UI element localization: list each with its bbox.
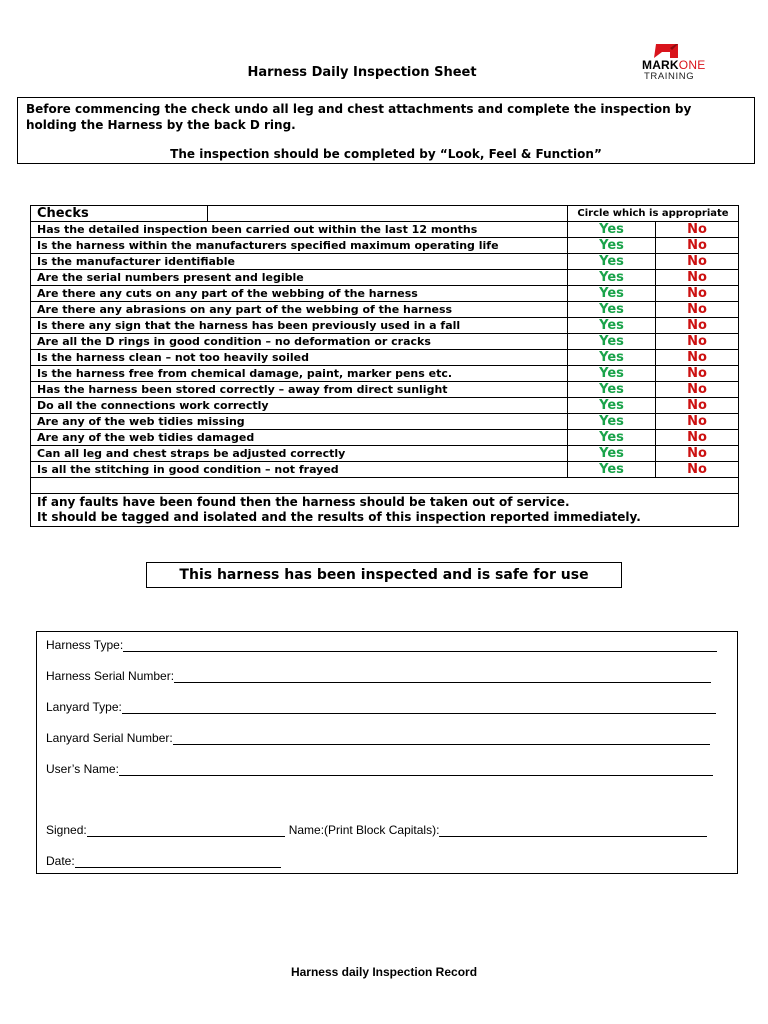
yes-option[interactable]: Yes — [568, 446, 656, 462]
yes-option[interactable]: Yes — [568, 334, 656, 350]
logo-wordmark — [642, 58, 705, 72]
intro-instruction: Before commencing the check undo all leg and chest attachments and complete the inspection by holding the Harness by the back D ring. — [26, 102, 692, 132]
harness-type-field[interactable] — [46, 638, 717, 652]
harness-serial-label: Harness Serial Number: — [46, 669, 175, 683]
check-question: Can all leg and chest straps be adjusted correctly — [31, 446, 568, 462]
logo-word-mark: MARK — [642, 58, 679, 72]
print-name-label: Name:(Print Block Capitals): — [288, 823, 440, 837]
no-option[interactable]: No — [656, 334, 739, 350]
checks-header-row — [31, 206, 739, 222]
spacer-row — [31, 478, 739, 494]
yes-option[interactable]: Yes — [568, 462, 656, 478]
fault-notice-row — [31, 494, 739, 527]
check-row — [31, 302, 739, 318]
circle-instruction: Circle which is appropriate — [568, 206, 739, 222]
print-name-line[interactable] — [439, 825, 707, 837]
check-question: Are there any cuts on any part of the webbing of the harness — [31, 286, 568, 302]
yes-option[interactable]: Yes — [568, 366, 656, 382]
date-field[interactable] — [46, 854, 281, 868]
intro-note: The inspection should be completed by “Look, Feel & Function” — [170, 147, 602, 161]
check-question: Has the detailed inspection been carried out within the last 12 months — [31, 222, 568, 238]
checks-header-label: Checks — [31, 206, 208, 222]
check-row — [31, 286, 739, 302]
check-row — [31, 254, 739, 270]
check-question: Are any of the web tidies missing — [31, 414, 568, 430]
yes-option[interactable]: Yes — [568, 382, 656, 398]
yes-option[interactable]: Yes — [568, 430, 656, 446]
check-question: Are there any abrasions on any part of the webbing of the harness — [31, 302, 568, 318]
check-row — [31, 462, 739, 478]
check-question: Is the harness free from chemical damage, paint, marker pens etc. — [31, 366, 568, 382]
lanyard-type-label: Lanyard Type: — [46, 700, 122, 714]
check-question: Are the serial numbers present and legible — [31, 270, 568, 286]
footer-caption: Harness daily Inspection Record — [290, 965, 478, 979]
yes-option[interactable]: Yes — [568, 238, 656, 254]
logo-word-one: ONE — [678, 58, 706, 72]
no-option[interactable]: No — [656, 318, 739, 334]
harness-serial-line[interactable] — [174, 671, 711, 683]
check-row — [31, 238, 739, 254]
no-option[interactable]: No — [656, 398, 739, 414]
lanyard-serial-field[interactable] — [46, 731, 710, 745]
fault-notice-line-2: It should be tagged and isolated and the results of this inspection reported immediately. — [37, 510, 641, 524]
check-row — [31, 382, 739, 398]
users-name-label: User’s Name: — [46, 762, 119, 776]
yes-option[interactable]: Yes — [568, 270, 656, 286]
users-name-line[interactable] — [119, 764, 713, 776]
check-row — [31, 222, 739, 238]
safe-for-use-statement: This harness has been inspected and is safe for use — [146, 562, 622, 588]
check-question: Are any of the web tidies damaged — [31, 430, 568, 446]
no-option[interactable]: No — [656, 366, 739, 382]
company-logo — [642, 42, 738, 82]
check-question: Is the harness clean – not too heavily soiled — [31, 350, 568, 366]
check-question: Is the manufacturer identifiable — [31, 254, 568, 270]
harness-type-line[interactable] — [123, 640, 717, 652]
page-title: Harness Daily Inspection Sheet — [247, 65, 477, 80]
yes-option[interactable]: Yes — [568, 254, 656, 270]
lanyard-type-field[interactable] — [46, 700, 716, 714]
check-row — [31, 398, 739, 414]
check-row — [31, 334, 739, 350]
lanyard-type-line[interactable] — [122, 702, 716, 714]
no-option[interactable]: No — [656, 414, 739, 430]
signed-field[interactable] — [46, 823, 707, 837]
date-label: Date: — [46, 854, 75, 868]
no-option[interactable]: No — [656, 430, 739, 446]
logo-subtitle: TRAINING — [644, 71, 695, 82]
lanyard-serial-line[interactable] — [173, 733, 710, 745]
check-question: Has the harness been stored correctly – away from direct sunlight — [31, 382, 568, 398]
yes-option[interactable]: Yes — [568, 398, 656, 414]
intro-box — [17, 97, 755, 164]
check-row — [31, 270, 739, 286]
lanyard-serial-label: Lanyard Serial Number: — [46, 731, 173, 745]
check-row — [31, 366, 739, 382]
inspection-record-form — [36, 631, 738, 874]
signed-label: Signed: — [46, 823, 87, 837]
no-option[interactable]: No — [656, 254, 739, 270]
check-question: Is there any sign that the harness has been previously used in a fall — [31, 318, 568, 334]
no-option[interactable]: No — [656, 270, 739, 286]
check-row — [31, 430, 739, 446]
spacer-cell — [31, 478, 739, 494]
no-option[interactable]: No — [656, 350, 739, 366]
harness-serial-field[interactable] — [46, 669, 711, 683]
check-row — [31, 446, 739, 462]
harness-type-label: Harness Type: — [46, 638, 124, 652]
yes-option[interactable]: Yes — [568, 318, 656, 334]
yes-option[interactable]: Yes — [568, 302, 656, 318]
yes-option[interactable]: Yes — [568, 350, 656, 366]
check-row — [31, 350, 739, 366]
check-row — [31, 414, 739, 430]
check-question: Do all the connections work correctly — [31, 398, 568, 414]
yes-option[interactable]: Yes — [568, 222, 656, 238]
fault-notice-line-1: If any faults have been found then the harness should be taken out of service. — [37, 495, 570, 509]
no-option[interactable]: No — [656, 286, 739, 302]
date-line[interactable] — [75, 856, 281, 868]
no-option[interactable]: No — [656, 462, 739, 478]
no-option[interactable]: No — [656, 222, 739, 238]
check-question: Is all the stitching in good condition – not frayed — [31, 462, 568, 478]
signed-line[interactable] — [87, 825, 285, 837]
checks-header-spacer — [208, 206, 568, 222]
no-option[interactable]: No — [656, 446, 739, 462]
check-question: Are all the D rings in good condition – no deformation or cracks — [31, 334, 568, 350]
users-name-field[interactable] — [46, 762, 713, 776]
fault-notice — [31, 494, 739, 527]
check-question: Is the harness within the manufacturers specified maximum operating life — [31, 238, 568, 254]
check-row — [31, 318, 739, 334]
no-option[interactable]: No — [656, 382, 739, 398]
checks-table — [30, 205, 739, 527]
yes-option[interactable]: Yes — [568, 414, 656, 430]
no-option[interactable]: No — [656, 302, 739, 318]
no-option[interactable]: No — [656, 238, 739, 254]
yes-option[interactable]: Yes — [568, 286, 656, 302]
